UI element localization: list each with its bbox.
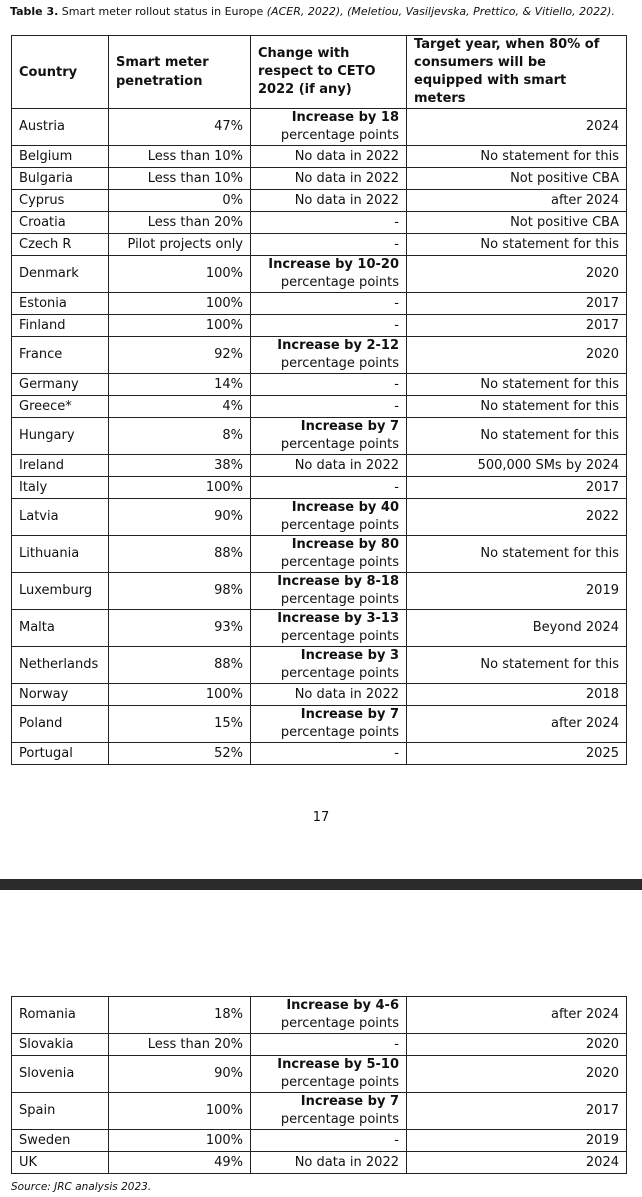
change-increase-text: Increase by 3	[300, 648, 399, 663]
target-year-cell: after 2024	[407, 706, 627, 743]
table-row	[12, 374, 627, 396]
change-cell	[251, 256, 407, 293]
table-row	[12, 418, 627, 455]
smart-meter-table-page-1	[11, 35, 627, 765]
penetration-cell: Less than 20%	[109, 1034, 251, 1056]
penetration-cell: 100%	[109, 1093, 251, 1130]
target-year-cell: No statement for this	[407, 146, 627, 168]
change-increase-text: Increase by 10-20	[268, 257, 399, 272]
change-unit-text: percentage points	[280, 555, 399, 570]
country-cell: Latvia	[12, 499, 109, 536]
table-row	[12, 212, 627, 234]
change-cell: -	[251, 396, 407, 418]
penetration-cell: 47%	[109, 109, 251, 146]
source-note: Source: JRC analysis 2023.	[11, 1181, 152, 1193]
change-cell: No data in 2022	[251, 146, 407, 168]
country-cell: Sweden	[12, 1130, 109, 1152]
caption-text: Smart meter rollout status in Europe	[58, 5, 267, 18]
table-row	[12, 610, 627, 647]
page-number: 17	[312, 810, 330, 825]
change-cell	[251, 1056, 407, 1093]
target-year-cell: Not positive CBA	[407, 212, 627, 234]
change-cell: -	[251, 234, 407, 256]
table-row	[12, 647, 627, 684]
target-year-cell: No statement for this	[407, 647, 627, 684]
change-cell: No data in 2022	[251, 1152, 407, 1174]
change-unit-text: percentage points	[280, 1112, 399, 1127]
target-year-cell: No statement for this	[407, 536, 627, 573]
penetration-cell: 100%	[109, 477, 251, 499]
penetration-cell: 90%	[109, 499, 251, 536]
target-year-cell: 2017	[407, 477, 627, 499]
penetration-cell: 8%	[109, 418, 251, 455]
country-cell: Luxemburg	[12, 573, 109, 610]
caption-references: (ACER, 2022), (Meletiou, Vasiljevska, Prettico, & Vitiello, 2022).	[266, 5, 615, 18]
change-cell: No data in 2022	[251, 684, 407, 706]
table-row	[12, 234, 627, 256]
target-year-cell: 2018	[407, 684, 627, 706]
table-row	[12, 146, 627, 168]
target-year-cell: Beyond 2024	[407, 610, 627, 647]
target-year-cell: 2022	[407, 499, 627, 536]
change-cell: -	[251, 212, 407, 234]
country-cell: UK	[12, 1152, 109, 1174]
change-cell	[251, 647, 407, 684]
change-unit-text: percentage points	[280, 437, 399, 452]
change-cell: No data in 2022	[251, 190, 407, 212]
penetration-cell: 100%	[109, 256, 251, 293]
target-year-cell: 2017	[407, 315, 627, 337]
country-cell: Portugal	[12, 743, 109, 765]
change-increase-text: Increase by 7	[300, 419, 399, 434]
change-unit-text: percentage points	[280, 592, 399, 607]
country-cell: France	[12, 337, 109, 374]
change-unit-text: percentage points	[280, 275, 399, 290]
change-unit-text: percentage points	[280, 725, 399, 740]
page-break-divider	[0, 879, 642, 890]
change-increase-text: Increase by 3-13	[277, 611, 399, 626]
country-cell: Czech R	[12, 234, 109, 256]
change-increase-text: Increase by 4-6	[286, 998, 399, 1013]
table-row	[12, 455, 627, 477]
table-row	[12, 499, 627, 536]
target-year-cell: No statement for this	[407, 396, 627, 418]
penetration-cell: 93%	[109, 610, 251, 647]
target-year-cell: No statement for this	[407, 234, 627, 256]
change-unit-text: percentage points	[280, 629, 399, 644]
change-increase-text: Increase by 40	[291, 500, 399, 515]
header-country: Country	[12, 36, 109, 109]
target-year-cell: 2020	[407, 337, 627, 374]
change-increase-text: Increase by 7	[300, 1094, 399, 1109]
change-increase-text: Increase by 18	[291, 110, 399, 125]
target-year-cell: 2019	[407, 573, 627, 610]
target-year-cell: No statement for this	[407, 418, 627, 455]
country-cell: Belgium	[12, 146, 109, 168]
penetration-cell: 38%	[109, 455, 251, 477]
country-cell: Spain	[12, 1093, 109, 1130]
target-year-cell: 2024	[407, 109, 627, 146]
target-year-cell: 2025	[407, 743, 627, 765]
change-increase-text: Increase by 5-10	[277, 1057, 399, 1072]
table-label: Table 3.	[10, 5, 59, 18]
country-cell: Lithuania	[12, 536, 109, 573]
target-year-cell: 2024	[407, 1152, 627, 1174]
country-cell: Netherlands	[12, 647, 109, 684]
country-cell: Slovenia	[12, 1056, 109, 1093]
table-row	[12, 536, 627, 573]
change-unit-text: percentage points	[280, 518, 399, 533]
table-row	[12, 1093, 627, 1130]
table-row	[12, 337, 627, 374]
header-target-year: Target year, when 80% of consumers will be equipped with smart meters	[407, 36, 627, 109]
table-body-page-2	[12, 997, 627, 1174]
country-cell: Hungary	[12, 418, 109, 455]
header-penetration: Smart meter penetration	[109, 36, 251, 109]
penetration-cell: 0%	[109, 190, 251, 212]
penetration-cell: 4%	[109, 396, 251, 418]
country-cell: Germany	[12, 374, 109, 396]
target-year-cell: 2019	[407, 1130, 627, 1152]
penetration-cell: 88%	[109, 647, 251, 684]
table-row	[12, 477, 627, 499]
change-unit-text: percentage points	[280, 356, 399, 371]
change-cell: No data in 2022	[251, 168, 407, 190]
change-unit-text: percentage points	[280, 1075, 399, 1090]
country-cell: Finland	[12, 315, 109, 337]
change-unit-text: percentage points	[280, 1016, 399, 1031]
target-year-cell: 2020	[407, 1034, 627, 1056]
change-increase-text: Increase by 2-12	[277, 338, 399, 353]
change-cell: No data in 2022	[251, 455, 407, 477]
penetration-cell: 100%	[109, 315, 251, 337]
penetration-cell: Pilot projects only	[109, 234, 251, 256]
penetration-cell: 90%	[109, 1056, 251, 1093]
table-row	[12, 396, 627, 418]
penetration-cell: 88%	[109, 536, 251, 573]
change-cell: -	[251, 743, 407, 765]
country-cell: Denmark	[12, 256, 109, 293]
country-cell: Cyprus	[12, 190, 109, 212]
change-unit-text: percentage points	[280, 666, 399, 681]
change-cell	[251, 573, 407, 610]
target-year-cell: 2020	[407, 1056, 627, 1093]
country-cell: Estonia	[12, 293, 109, 315]
table-row	[12, 997, 627, 1034]
table-row	[12, 1130, 627, 1152]
penetration-cell: Less than 20%	[109, 212, 251, 234]
change-cell: -	[251, 1130, 407, 1152]
penetration-cell: 100%	[109, 684, 251, 706]
penetration-cell: 98%	[109, 573, 251, 610]
table-row	[12, 573, 627, 610]
country-cell: Bulgaria	[12, 168, 109, 190]
country-cell: Austria	[12, 109, 109, 146]
change-increase-text: Increase by 8-18	[277, 574, 399, 589]
change-cell: -	[251, 477, 407, 499]
penetration-cell: 14%	[109, 374, 251, 396]
country-cell: Slovakia	[12, 1034, 109, 1056]
change-cell	[251, 109, 407, 146]
change-cell	[251, 418, 407, 455]
country-cell: Italy	[12, 477, 109, 499]
change-cell	[251, 337, 407, 374]
change-cell: -	[251, 1034, 407, 1056]
target-year-cell: after 2024	[407, 190, 627, 212]
country-cell: Poland	[12, 706, 109, 743]
table-row	[12, 1034, 627, 1056]
target-year-cell: Not positive CBA	[407, 168, 627, 190]
penetration-cell: 100%	[109, 1130, 251, 1152]
change-cell	[251, 997, 407, 1034]
table-row	[12, 256, 627, 293]
change-cell	[251, 536, 407, 573]
header-change: Change with respect to CETO 2022 (if any)	[251, 36, 407, 109]
target-year-cell: after 2024	[407, 997, 627, 1034]
change-unit-text: percentage points	[280, 128, 399, 143]
table-row	[12, 706, 627, 743]
target-year-cell: 2020	[407, 256, 627, 293]
change-cell: -	[251, 374, 407, 396]
target-year-cell: No statement for this	[407, 374, 627, 396]
change-cell: -	[251, 293, 407, 315]
target-year-cell: 2017	[407, 293, 627, 315]
penetration-cell: Less than 10%	[109, 168, 251, 190]
country-cell: Ireland	[12, 455, 109, 477]
country-cell: Romania	[12, 997, 109, 1034]
penetration-cell: Less than 10%	[109, 146, 251, 168]
penetration-cell: 18%	[109, 997, 251, 1034]
change-increase-text: Increase by 80	[291, 537, 399, 552]
table-header-row	[12, 36, 627, 109]
country-cell: Greece*	[12, 396, 109, 418]
penetration-cell: 49%	[109, 1152, 251, 1174]
change-cell: -	[251, 315, 407, 337]
country-cell: Malta	[12, 610, 109, 647]
table-row	[12, 190, 627, 212]
table-row	[12, 1056, 627, 1093]
change-increase-text: Increase by 7	[300, 707, 399, 722]
country-cell: Norway	[12, 684, 109, 706]
table-body-page-1	[12, 109, 627, 765]
country-cell: Croatia	[12, 212, 109, 234]
table-row	[12, 1152, 627, 1174]
table-row	[12, 315, 627, 337]
penetration-cell: 92%	[109, 337, 251, 374]
table-caption	[10, 5, 635, 18]
table-row	[12, 109, 627, 146]
penetration-cell: 52%	[109, 743, 251, 765]
change-cell	[251, 499, 407, 536]
table-row	[12, 168, 627, 190]
change-cell	[251, 1093, 407, 1130]
table-row	[12, 743, 627, 765]
target-year-cell: 500,000 SMs by 2024	[407, 455, 627, 477]
penetration-cell: 100%	[109, 293, 251, 315]
smart-meter-table-page-2	[11, 996, 627, 1174]
table-row	[12, 293, 627, 315]
change-cell	[251, 706, 407, 743]
target-year-cell: 2017	[407, 1093, 627, 1130]
table-row	[12, 684, 627, 706]
penetration-cell: 15%	[109, 706, 251, 743]
change-cell	[251, 610, 407, 647]
